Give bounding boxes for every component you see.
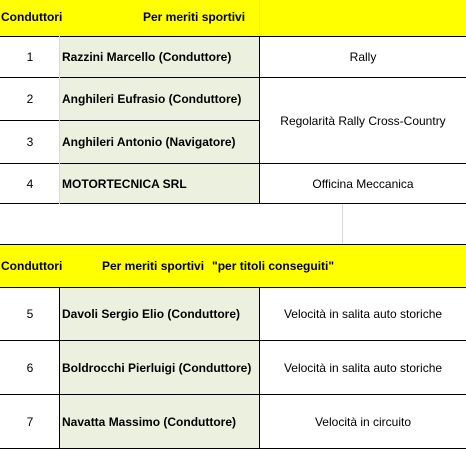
row-number: 6 (0, 341, 60, 394)
row-number: 7 (0, 395, 60, 448)
row-name: Boldrocchi Pierluigi (Conduttore) (60, 341, 259, 394)
header-meriti: Per meriti sportivi (143, 10, 246, 24)
row-number: 3 (0, 121, 60, 163)
row-number: 4 (0, 164, 60, 203)
row-name: Razzini Marcello (Conduttore) (60, 37, 259, 77)
row-name: Anghileri Antonio (Navigatore) (60, 121, 259, 163)
row-name: Navatta Massimo (Conduttore) (60, 395, 259, 448)
row-name: MOTORTECNICA SRL (60, 164, 259, 203)
row-name: Davoli Sergio Elio (Conduttore) (60, 288, 259, 340)
header-conduttori: Conduttori (1, 259, 63, 273)
header-conduttori: Conduttori (1, 10, 63, 24)
row-category: Officina Meccanica (260, 164, 466, 203)
row-category: Velocità in salita auto storiche (260, 341, 466, 394)
row-number: 2 (0, 78, 60, 120)
header-titoli: "per titoli conseguiti" (212, 259, 335, 273)
row-name: Anghileri Eufrasio (Conduttore) (60, 78, 259, 120)
header-meriti: Per meriti sportivi (102, 259, 205, 273)
row-category: Rally (260, 37, 466, 77)
merged-category: Regolarità Rally Cross-Country (260, 78, 466, 163)
row-number: 1 (0, 37, 60, 77)
row-category: Velocità in circuito (260, 395, 466, 448)
row-number: 5 (0, 288, 60, 340)
row-category: Velocità in salita auto storiche (260, 288, 466, 340)
